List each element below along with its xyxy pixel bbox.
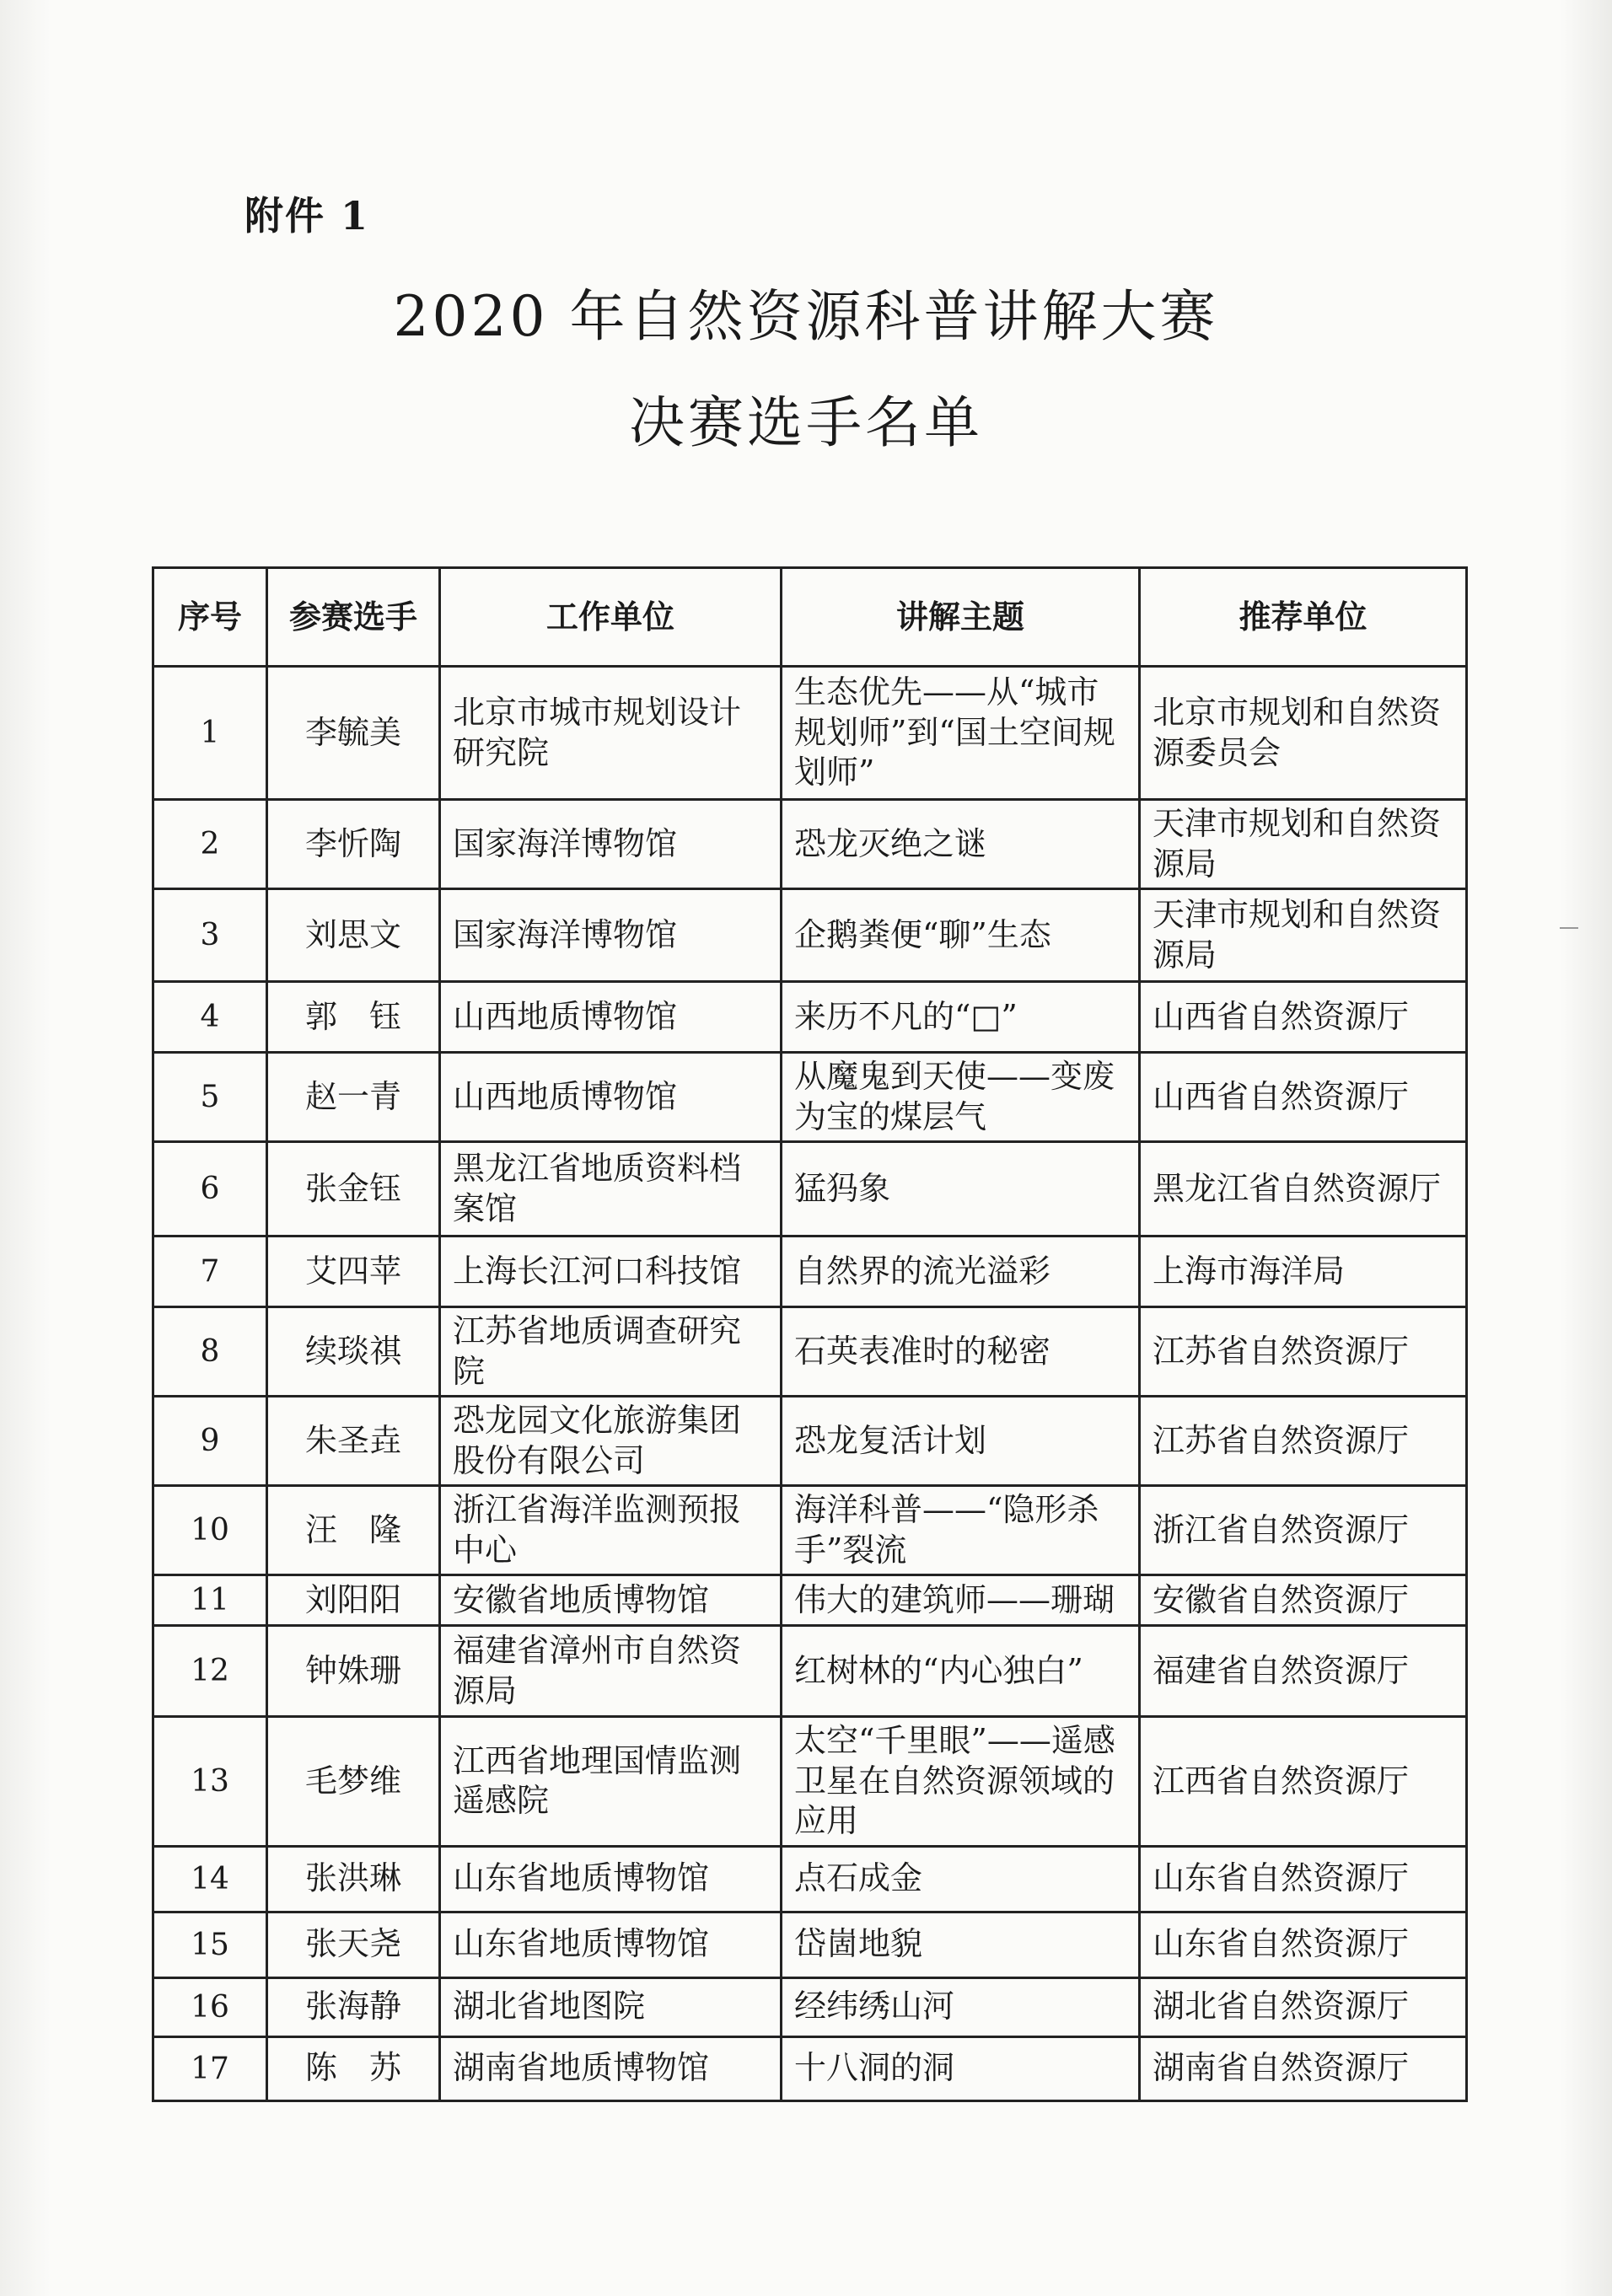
- table-row: [153, 2036, 1467, 2100]
- table-row: [153, 1977, 1467, 2036]
- cell-contestant: 毛梦维: [267, 1717, 440, 1847]
- cell-no: 7: [153, 1237, 267, 1307]
- header-no: 序号: [153, 568, 267, 667]
- cell-work-unit: 浙江省海洋监测预报中心: [440, 1486, 782, 1575]
- table-row: [153, 1912, 1467, 1977]
- cell-contestant: 赵一青: [267, 1053, 440, 1142]
- cell-no: 12: [153, 1626, 267, 1717]
- cell-topic: 经纬绣山河: [782, 1977, 1140, 2036]
- cell-work-unit: 恐龙园文化旅游集团股份有限公司: [440, 1397, 782, 1486]
- cell-work-unit: 国家海洋博物馆: [440, 889, 782, 982]
- cell-recommender: 天津市规划和自然资源局: [1140, 800, 1467, 889]
- table-row: [153, 889, 1467, 982]
- cell-topic: 十八洞的洞: [782, 2036, 1140, 2100]
- cell-contestant: 李忻陶: [267, 800, 440, 889]
- table-row: [153, 1846, 1467, 1912]
- table-row: [153, 1397, 1467, 1486]
- cell-no: 10: [153, 1486, 267, 1575]
- cell-topic: 岱崮地貌: [782, 1912, 1140, 1977]
- table-row: [153, 1142, 1467, 1237]
- table-header-row: [153, 568, 1467, 667]
- cell-no: 5: [153, 1053, 267, 1142]
- cell-no: 3: [153, 889, 267, 982]
- cell-topic: 来历不凡的“□”: [782, 982, 1140, 1053]
- cell-recommender: 福建省自然资源厅: [1140, 1626, 1467, 1717]
- cell-work-unit: 北京市城市规划设计研究院: [440, 667, 782, 800]
- attachment-label: 附件 1: [244, 193, 370, 239]
- cell-contestant: 钟姝珊: [267, 1626, 440, 1717]
- cell-no: 15: [153, 1912, 267, 1977]
- cell-contestant: 张天尧: [267, 1912, 440, 1977]
- cell-no: 13: [153, 1717, 267, 1847]
- cell-work-unit: 江苏省地质调查研究院: [440, 1307, 782, 1397]
- cell-topic: 猛犸象: [782, 1142, 1140, 1237]
- cell-topic: 海洋科普——“隐形杀手”裂流: [782, 1486, 1140, 1575]
- cell-work-unit: 山东省地质博物馆: [440, 1912, 782, 1977]
- table-row: [153, 1307, 1467, 1397]
- cell-no: 6: [153, 1142, 267, 1237]
- header-topic: 讲解主题: [782, 568, 1140, 667]
- cell-contestant: 汪 隆: [267, 1486, 440, 1575]
- cell-no: 16: [153, 1977, 267, 2036]
- cell-work-unit: 上海长江河口科技馆: [440, 1237, 782, 1307]
- cell-recommender: 北京市规划和自然资源委员会: [1140, 667, 1467, 800]
- cell-no: 1: [153, 667, 267, 800]
- cell-recommender: 黑龙江省自然资源厅: [1140, 1142, 1467, 1237]
- cell-no: 8: [153, 1307, 267, 1397]
- cell-recommender: 山西省自然资源厅: [1140, 1053, 1467, 1142]
- table-row: [153, 1575, 1467, 1626]
- cell-work-unit: 福建省漳州市自然资源局: [440, 1626, 782, 1717]
- cell-contestant: 张洪琳: [267, 1846, 440, 1912]
- cell-contestant: 朱圣垚: [267, 1397, 440, 1486]
- cell-work-unit: 山东省地质博物馆: [440, 1846, 782, 1912]
- cell-topic: 红树林的“内心独白”: [782, 1626, 1140, 1717]
- cell-recommender: 江苏省自然资源厅: [1140, 1307, 1467, 1397]
- table-row: [153, 800, 1467, 889]
- cell-work-unit: 湖南省地质博物馆: [440, 2036, 782, 2100]
- cell-contestant: 艾四苹: [267, 1237, 440, 1307]
- cell-recommender: 山西省自然资源厅: [1140, 982, 1467, 1053]
- cell-contestant: 刘阳阳: [267, 1575, 440, 1626]
- cell-topic: 企鹅粪便“聊”生态: [782, 889, 1140, 982]
- cell-recommender: 山东省自然资源厅: [1140, 1846, 1467, 1912]
- table-row: [153, 1237, 1467, 1307]
- header-contestant: 参赛选手: [267, 568, 440, 667]
- header-recommender: 推荐单位: [1140, 568, 1467, 667]
- table-row: [153, 1053, 1467, 1142]
- cell-no: 14: [153, 1846, 267, 1912]
- cell-no: 9: [153, 1397, 267, 1486]
- header-work-unit: 工作单位: [440, 568, 782, 667]
- cell-work-unit: 黑龙江省地质资料档案馆: [440, 1142, 782, 1237]
- cell-recommender: 天津市规划和自然资源局: [1140, 889, 1467, 982]
- cell-work-unit: 山西地质博物馆: [440, 1053, 782, 1142]
- cell-topic: 恐龙灭绝之谜: [782, 800, 1140, 889]
- table-row: [153, 1486, 1467, 1575]
- cell-work-unit: 湖北省地图院: [440, 1977, 782, 2036]
- cell-work-unit: 山西地质博物馆: [440, 982, 782, 1053]
- cell-recommender: 湖南省自然资源厅: [1140, 2036, 1467, 2100]
- finalists-table: [152, 566, 1468, 2102]
- cell-recommender: 江西省自然资源厅: [1140, 1717, 1467, 1847]
- document-title: 2020 年自然资源科普讲解大赛: [393, 284, 1219, 349]
- cell-topic: 恐龙复活计划: [782, 1397, 1140, 1486]
- cell-contestant: 续琰祺: [267, 1307, 440, 1397]
- cell-no: 11: [153, 1575, 267, 1626]
- cell-contestant: 李毓美: [267, 667, 440, 800]
- table-body: [153, 667, 1467, 2101]
- cell-contestant: 陈 苏: [267, 2036, 440, 2100]
- cell-topic: 石英表准时的秘密: [782, 1307, 1140, 1397]
- cell-recommender: 江苏省自然资源厅: [1140, 1397, 1467, 1486]
- table-row: [153, 1717, 1467, 1847]
- cell-no: 4: [153, 982, 267, 1053]
- table-row: [153, 1626, 1467, 1717]
- cell-recommender: 安徽省自然资源厅: [1140, 1575, 1467, 1626]
- cell-contestant: 刘思文: [267, 889, 440, 982]
- scan-mark: [1560, 927, 1578, 929]
- cell-work-unit: 安徽省地质博物馆: [440, 1575, 782, 1626]
- cell-topic: 点石成金: [782, 1846, 1140, 1912]
- cell-work-unit: 国家海洋博物馆: [440, 800, 782, 889]
- cell-recommender: 山东省自然资源厅: [1140, 1912, 1467, 1977]
- cell-no: 17: [153, 2036, 267, 2100]
- cell-recommender: 湖北省自然资源厅: [1140, 1977, 1467, 2036]
- cell-recommender: 浙江省自然资源厅: [1140, 1486, 1467, 1575]
- cell-no: 2: [153, 800, 267, 889]
- cell-topic: 自然界的流光溢彩: [782, 1237, 1140, 1307]
- table-row: [153, 982, 1467, 1053]
- cell-topic: 生态优先——从“城市规划师”到“国土空间规划师”: [782, 667, 1140, 800]
- cell-contestant: 张海静: [267, 1977, 440, 2036]
- cell-contestant: 郭 钰: [267, 982, 440, 1053]
- cell-recommender: 上海市海洋局: [1140, 1237, 1467, 1307]
- cell-work-unit: 江西省地理国情监测遥感院: [440, 1717, 782, 1847]
- table-row: [153, 667, 1467, 800]
- cell-topic: 从魔鬼到天使——变废为宝的煤层气: [782, 1053, 1140, 1142]
- cell-topic: 太空“千里眼”——遥感卫星在自然资源领域的应用: [782, 1717, 1140, 1847]
- cell-contestant: 张金钰: [267, 1142, 440, 1237]
- cell-topic: 伟大的建筑师——珊瑚: [782, 1575, 1140, 1626]
- document-subtitle: 决赛选手名单: [629, 390, 983, 455]
